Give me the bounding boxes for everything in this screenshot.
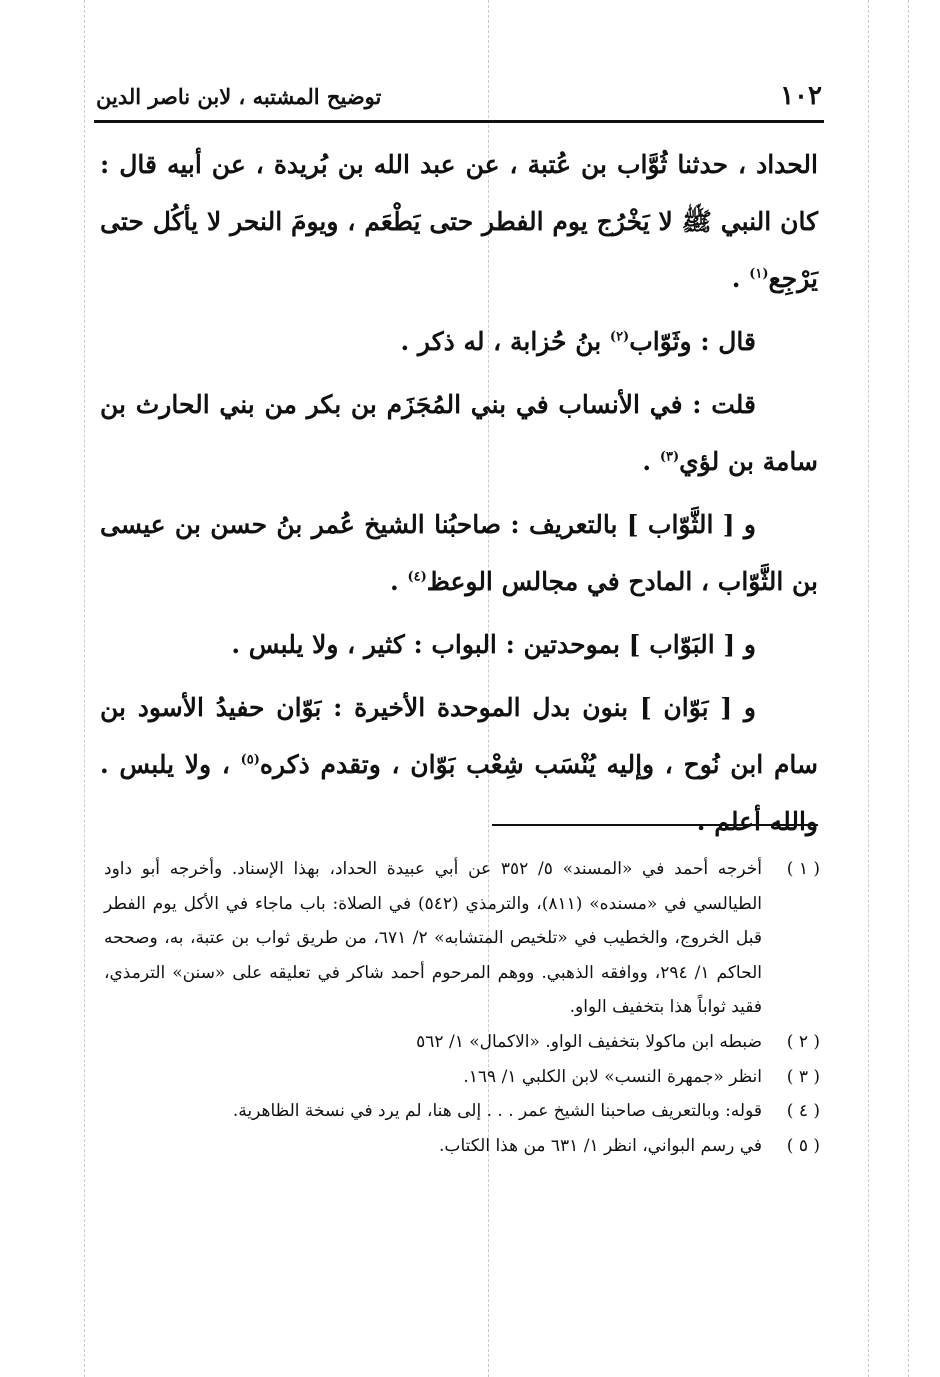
footnote-text: في رسم البواني، انظر ١/ ٦٣١ من هذا الكتاب. [439, 1135, 762, 1156]
page-number: ١٠٢ [780, 81, 822, 111]
footnote-text: انظر «جمهرة النسب» لابن الكلبي ١/ ١٦٩. [463, 1066, 762, 1087]
footnote-text: أخرجه أحمد في «المسند» ٥/ ٣٥٢ عن أبي عبيدة الحداد، بهذا الإسناد. وأخرجه أبو داود الطيالسي في «مسنده» (٨١١)، والترمذي (٥٤٢) في الصلاة: باب ماجاء في الأكل يوم الفطر قبل الخروج، والخطيب في «تلخيص المتشابه» ٢/ ٦٧١، من طريق ثواب بن عتبة، به، وصححه الحاكم ١/ ٢٩٤، ووافقه الذهبي. ووهم المرحوم أحمد شاكر في تعليقه على «سنن» الترمذي، فقيد ثواباً هذا بتخفيف الواو. [104, 859, 762, 1018]
header-rule [94, 120, 824, 123]
footnote-ref: (١) [749, 266, 769, 282]
paragraph: و [ بَوّان ] بنون بدل الموحدة الأخيرة : بَوّان حفيدُ الأسود بن سام ابن نُوح ، وإليه يُنْسَب شِعْب بَوّان ، وتقدم ذكره$^{(٥)}$ ، ولا يلبس . والله أعلم . [100, 693, 818, 836]
footnote [104, 1094, 820, 1129]
page-header [96, 74, 822, 118]
scan-guide-line [908, 0, 909, 1377]
footnote-ref: (٤) [407, 569, 427, 585]
footnote-separator [492, 824, 818, 826]
footnote-text: قوله: وبالتعريف صاحبنا الشيخ عمر . . . إلى هنا، لم يرد في نسخة الظاهرية. [232, 1101, 762, 1122]
footnote-ref: (٥) [240, 752, 260, 768]
footnote-number: ( ٤ ) [786, 1101, 820, 1122]
scan-guide-line [868, 0, 869, 1377]
paragraph: و [ الثَّوّاب ] بالتعريف : صاحبُنا الشيخ عُمر بنُ حسن بن عيسى بن الثَّوّاب ، المادح في مجالس الوعظ$^{(٤)}$ . [100, 510, 818, 596]
footnote-ref: (٢) [609, 329, 630, 345]
running-title: توضيح المشتبه ، لابن ناصر الدين [96, 83, 382, 109]
main-text [100, 136, 818, 850]
scan-guide-line [84, 0, 85, 1377]
footnote-number: ( ١ ) [786, 859, 820, 879]
footnote-number: ( ٣ ) [786, 1066, 820, 1087]
paragraph: الحداد ، حدثنا ثُوَّاب بن عُتبة ، عن عبد الله بن بُريدة ، عن أبيه قال : كان النبي ﷺ لا يَخْرُج يوم الفطر حتى يَطْعَم ، ويومَ النحر لا يأكُل حتى يَرْجِع$^{(١)}$ . [100, 150, 818, 293]
footnote [104, 1129, 820, 1164]
footnote [104, 1060, 820, 1095]
footnote-ref: (٣) [659, 449, 680, 465]
footnote-text: ضبطه ابن ماكولا بتخفيف الواو. «الاكمال» ١/ ٥٦٢ [416, 1031, 762, 1052]
paragraph: قال : وثَوّاب$^{(٢)}$ بنُ حُزابة ، له ذكر . [400, 327, 756, 356]
footnote-number: ( ٢ ) [786, 1031, 820, 1052]
footnote [104, 1025, 820, 1060]
footnote [104, 852, 820, 1025]
footnote-number: ( ٥ ) [786, 1135, 820, 1156]
paragraph: و [ البَوّاب ] بموحدتين : البواب : كثير ، ولا يلبس . [231, 630, 756, 659]
footnotes [104, 852, 820, 1163]
paragraph: قلت : في الأنساب في بني المُجَزَم بن بكر من بني الحارث بن سامة بن لؤي$^{(٣)}$ . [100, 390, 818, 476]
